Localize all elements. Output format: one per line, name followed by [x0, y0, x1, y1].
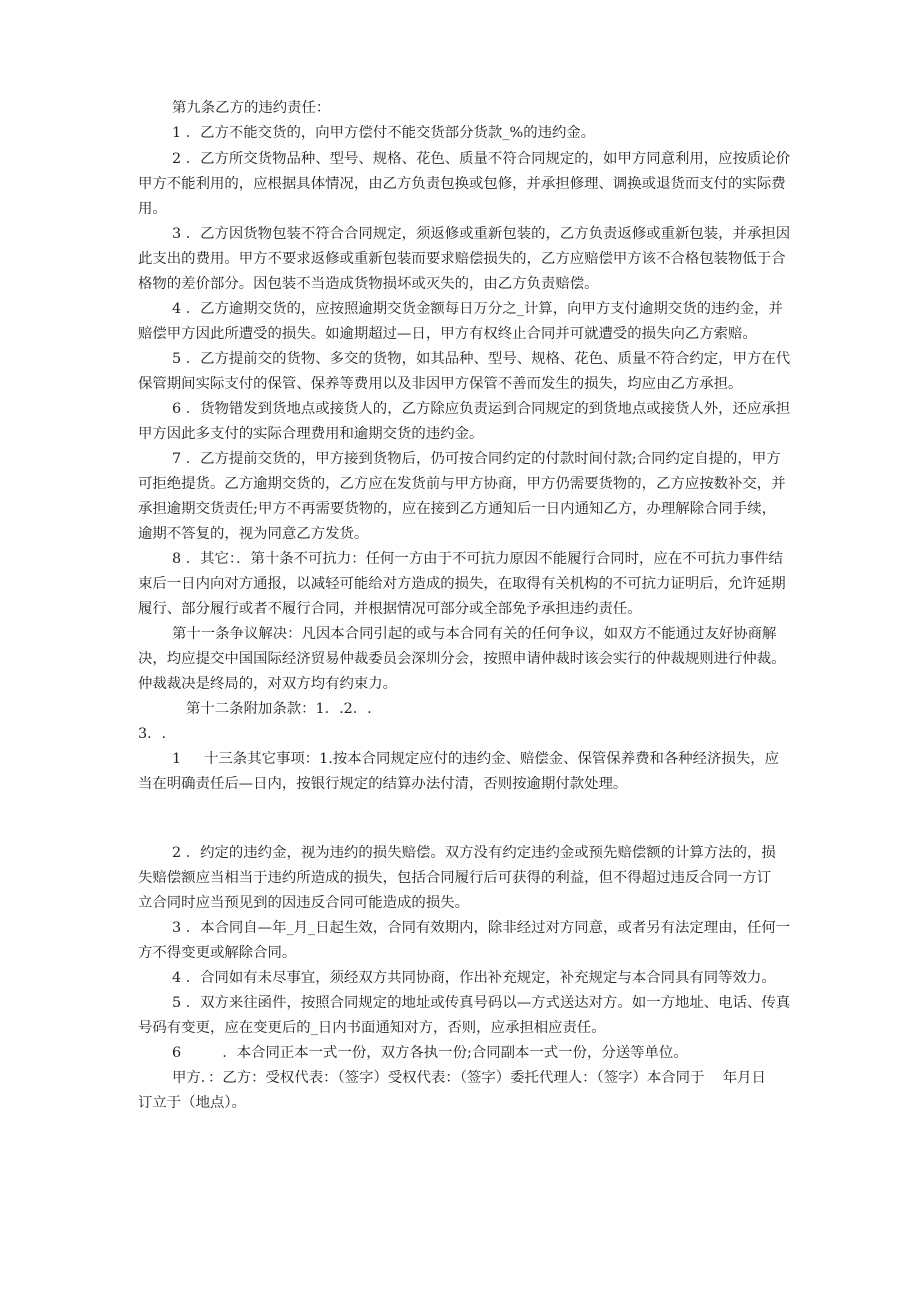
- article-9-heading: 第九条乙方的违约责任：: [172, 100, 331, 116]
- clause-line: 甲方不能利用的，应根据具体情况，由乙方负责包换或包修，并承担修理、调换或退货而支付的实际费: [138, 176, 786, 192]
- clause-line: 甲方因此多支付的实际合理费用和逾期交货的违约金。: [138, 426, 484, 442]
- clause-line: 逾期不答复的，视为同意乙方发货。: [138, 526, 369, 542]
- clause-line: 3．.: [138, 726, 167, 742]
- signature-line: 订立于（地点）。: [138, 1095, 246, 1111]
- clause-line: 用。: [138, 201, 167, 217]
- clause-line: 5 ．双方来往函件，按照合同规定的地址或传真号码以—方式送达对方。如一方地址、电话、传真: [172, 995, 791, 1011]
- clause-line: 决，均应提交中国国际经济贸易仲裁委员会深圳分会，按照申请仲裁时该会实行的仲裁规则进行仲裁。: [138, 651, 786, 667]
- clause-line: 保管期间实际支付的保管、保养等费用以及非因甲方保管不善而发生的损失，均应由乙方承担。: [138, 376, 743, 392]
- clause-line: 6 ．本合同正本一式一份，双方各执一份;合同副本一式一份，分送等单位。: [172, 1045, 688, 1061]
- article-11-line: 第十一条争议解决：凡因本合同引起的或与本合同有关的任何争议，如双方不能通过友好协商解: [172, 626, 777, 642]
- clause-line: 5 ．乙方提前交的货物、多交的货物，如其品种、型号、规格、花色、质量不符合约定，甲方在代: [172, 351, 791, 367]
- clause-line: 失赔偿额应当相当于违约所造成的损失，包括合同履行后可获得的利益，但不得超过违反合同一方订: [138, 870, 772, 886]
- clause-line: 承担逾期交货责任;甲方不再需要货物的，应在接到乙方通知后一日内通知乙方，办理解除合同手续，: [138, 501, 777, 517]
- clause-line: 4 ．乙方逾期交货的，应按照逾期交货金额每日万分之_计算，向甲方支付逾期交货的违约金，并: [172, 301, 783, 317]
- clause-line: 履行、部分履行或者不履行合同，并根据情况可部分或全部免予承担违约责任。: [138, 601, 642, 617]
- signature-line: 甲方．：乙方：受权代表：（签字）受权代表：（签字）委托代理人：（签字）本合同于 年月日: [172, 1070, 766, 1086]
- clause-line: 束后一日内向对方通报，以减轻可能给对方造成的损失，在取得有关机构的不可抗力证明后，允许延期: [138, 576, 786, 592]
- clause-line: 此支出的费用。甲方不要求返修或重新包装而要求赔偿损失的，乙方应赔偿甲方该不合格包装物低于合: [138, 251, 786, 267]
- clause-line: 8 ．其它：．第十条不可抗力：任何一方由于不可抗力原因不能履行合同时，应在不可抗力事件结: [172, 551, 783, 567]
- clause-line: 当在明确责任后—日内，按银行规定的结算办法付清，否则按逾期付款处理。: [138, 776, 628, 792]
- clause-line: 2 ．约定的违约金，视为违约的损失赔偿。双方没有约定违约金或预先赔偿额的计算方法的，损: [172, 845, 776, 861]
- clause-line: 6 ．货物错发到货地点或接货人的，乙方除应负责运到合同规定的到货地点或接货人外，还应承担: [172, 401, 791, 417]
- clause-line: 7 ．乙方提前交货的，甲方接到货物后，仍可按合同约定的付款时间付款;合同约定自提的，甲方: [172, 451, 781, 467]
- article-12-line: 第十二条附加条款：1．.2．.: [186, 701, 372, 717]
- clause-line: 仲裁裁决是终局的，对双方均有约束力。: [138, 676, 398, 692]
- clause-line: 可拒绝提货。乙方逾期交货的，乙方应在发货前与甲方协商，甲方仍需要货物的，乙方应按数补交，并: [138, 476, 786, 492]
- clause-line: 3 ．本合同自—年_月_日起生效，合同有效期内，除非经过对方同意，或者另有法定理由，任何一: [172, 920, 791, 936]
- clause-line: 立合同时应当预见到的因违反合同可能造成的损失。: [138, 895, 469, 911]
- clause-line: 号码有变更，应在变更后的_日内书面通知对方，否则，应承担相应责任。: [138, 1020, 606, 1036]
- clause-line: 格物的差价部分。因包装不当造成货物损坏或灭失的，由乙方负责赔偿。: [138, 276, 599, 292]
- clause-line: 1 ．乙方不能交货的，向甲方偿付不能交货部分货款_%的违约金。: [172, 125, 596, 141]
- article-13-line: 1 十三条其它事项：1.按本合同规定应付的违约金、赔偿金、保管保养费和各种经济损失，应: [172, 751, 779, 767]
- clause-line: 方不得变更或解除合同。: [138, 945, 297, 961]
- clause-line: 4 ．合同如有未尽事宜，须经双方共同协商，作出补充规定，补充规定与本合同具有同等效力。: [172, 970, 776, 986]
- clause-line: 2 ．乙方所交货物品种、型号、规格、花色、质量不符合同规定的，如甲方同意利用，应按质论价: [172, 151, 791, 167]
- clause-line: 赔偿甲方因此所遭受的损失。如逾期超过—日，甲方有权终止合同并可就遭受的损失向乙方索赔。: [138, 326, 757, 342]
- clause-line: 3 ．乙方因货物包装不符合合同规定，须返修或重新包装的，乙方负责返修或重新包装，并承担因: [172, 226, 791, 242]
